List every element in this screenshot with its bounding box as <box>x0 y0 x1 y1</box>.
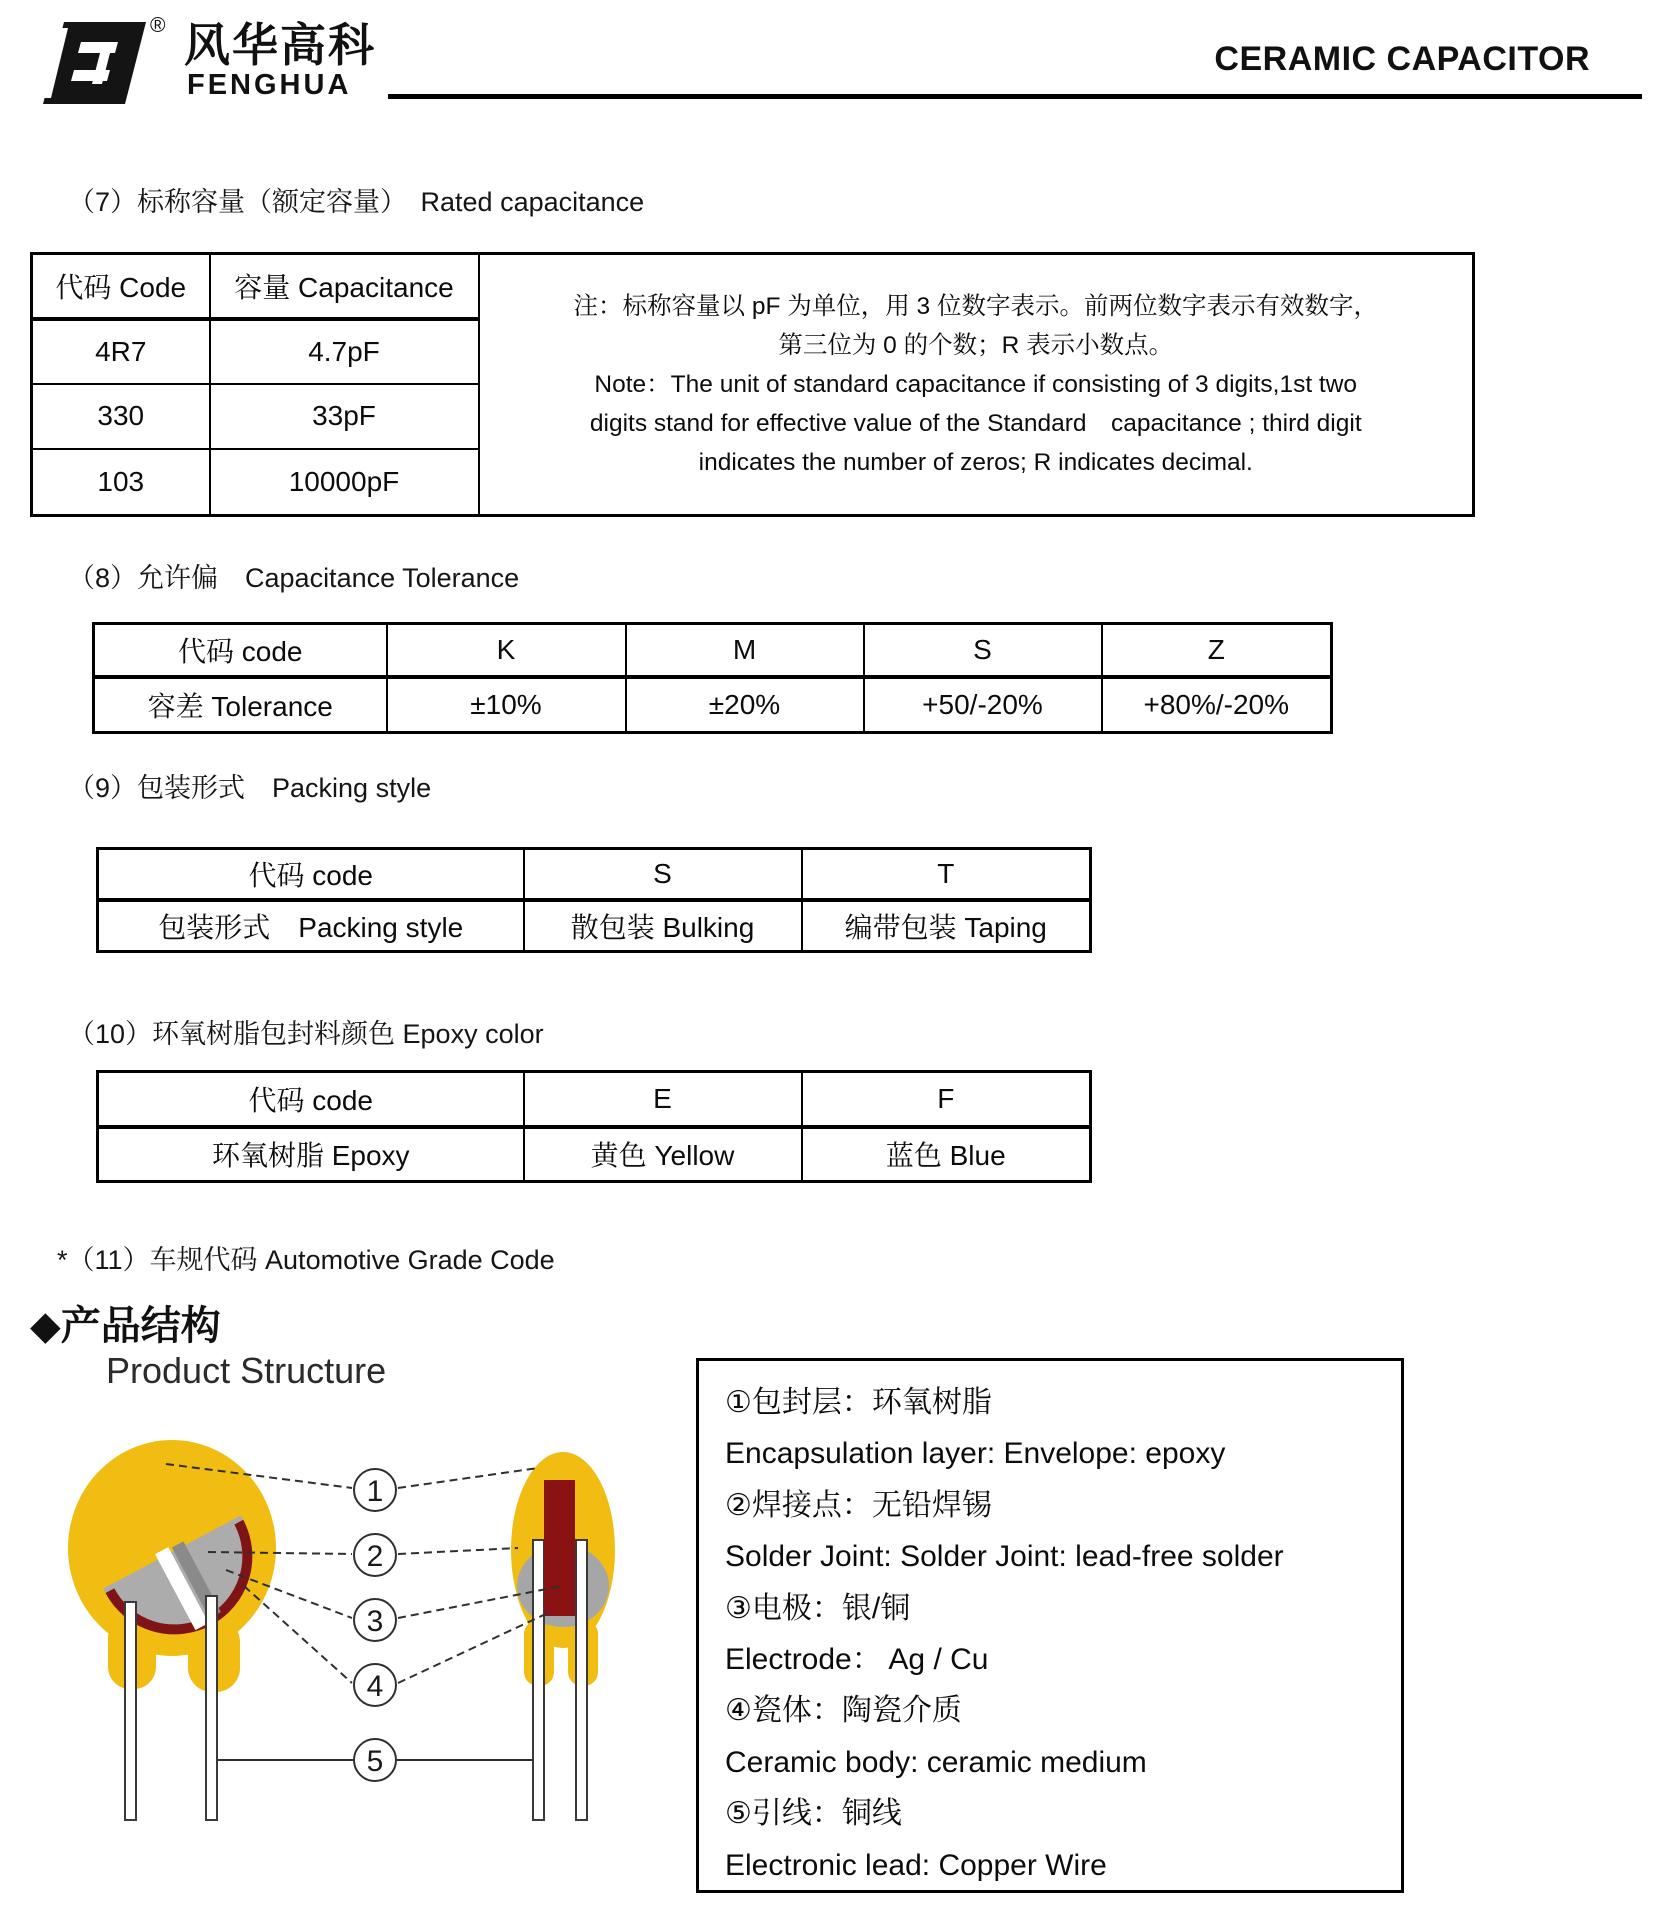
section-9-heading: （9）包装形式 Packing style <box>68 773 432 803</box>
section-7-heading: （7）标称容量（额定容量） Rated capacitance <box>68 187 645 217</box>
packing-taping-cell: 编带包装 Taping <box>802 900 1091 952</box>
tolerance-code-m: M <box>626 624 864 677</box>
registered-trademark-mark: ® <box>150 14 166 37</box>
rated-capacitance-table <box>30 252 1475 517</box>
epoxy-label: 环氧树脂 Epoxy <box>98 1127 524 1182</box>
legend-line: Solder Joint: Solder Joint: lead-free solder <box>725 1540 1284 1574</box>
lead-wire <box>125 1602 136 1820</box>
value-cell: 10000pF <box>210 449 479 516</box>
product-structure-heading-cn: ◆产品结构 <box>30 1304 221 1348</box>
section-11-heading: *（11）车规代码 Automotive Grade Code <box>57 1245 555 1275</box>
header-rule <box>388 94 1642 99</box>
legend-line: Ceramic body: ceramic medium <box>725 1745 1147 1779</box>
packing-bulking-cell: 散包装 Bulking <box>524 900 802 952</box>
packing-style-label: 包装形式 Packing style <box>98 900 524 952</box>
tolerance-label: 容差 Tolerance <box>94 677 387 733</box>
section-8-heading: （8）允许偏 Capacitance Tolerance <box>68 563 520 593</box>
note-line: Note：The unit of standard capacitance if consisting of 3 digits,1st two <box>594 371 1358 398</box>
lead-wire <box>533 1540 544 1820</box>
value-cell: 33pF <box>210 384 479 449</box>
packing-code-s: S <box>524 849 802 900</box>
epoxy-code-label: 代码 code <box>98 1072 524 1127</box>
table-row <box>98 900 1091 952</box>
table-row <box>32 254 1474 319</box>
brand-name-cn: 风华高科 <box>184 19 376 71</box>
callout-4: 4 <box>366 1670 384 1703</box>
legend-line: ⑤引线：铜线 <box>725 1797 902 1831</box>
legend-line: Electronic lead: Copper Wire <box>725 1848 1107 1882</box>
product-structure-heading-en: Product Structure <box>106 1350 387 1391</box>
table-row <box>94 624 1332 677</box>
tolerance-code-z: Z <box>1102 624 1332 677</box>
legend-line: ②焊接点：无铅焊锡 <box>725 1488 992 1522</box>
capacitance-code-header: 代码 Code <box>32 254 210 319</box>
capacitance-value-header: 容量 Capacitance <box>210 254 479 319</box>
lead-wire <box>206 1596 217 1820</box>
table-row <box>94 677 1332 733</box>
tolerance-table <box>92 622 1333 734</box>
legend-line: ①包封层：环氧树脂 <box>725 1386 992 1419</box>
epoxy-blue-cell: 蓝色 Blue <box>802 1127 1091 1182</box>
note-line: indicates the number of zeros; R indicates decimal. <box>698 449 1253 476</box>
structure-legend-box <box>696 1358 1404 1893</box>
callout-3: 3 <box>366 1605 384 1638</box>
code-cell: 103 <box>32 449 210 516</box>
section-10-heading: （10）环氧树脂包封料颜色 Epoxy color <box>68 1019 544 1049</box>
capacitance-note-cell <box>479 254 1474 516</box>
fenghua-logo-icon <box>38 18 150 108</box>
code-cell: 330 <box>32 384 210 449</box>
table-row <box>98 849 1091 900</box>
epoxy-code-f: F <box>802 1072 1091 1127</box>
callout-1: 1 <box>366 1475 384 1508</box>
page-title: CERAMIC CAPACITOR <box>1214 40 1590 78</box>
packing-code-t: T <box>802 849 1091 900</box>
note-line: 注：标称容量以 pF 为单位，用 3 位数字表示。前两位数字表示有效数字， <box>573 293 1378 320</box>
callout-2: 2 <box>366 1540 384 1573</box>
tolerance-code-label: 代码 code <box>94 624 387 677</box>
code-cell: 4R7 <box>32 319 210 384</box>
legend-line: Electrode： Ag / Cu <box>725 1643 989 1677</box>
value-cell: 4.7pF <box>210 319 479 384</box>
epoxy-code-e: E <box>524 1072 802 1127</box>
tolerance-code-k: K <box>387 624 626 677</box>
tolerance-value-k: ±10% <box>387 677 626 733</box>
tolerance-value-z: +80%/-20% <box>1102 677 1332 733</box>
note-line: 第三位为 0 的个数；R 表示小数点。 <box>778 332 1174 359</box>
lead-wire <box>576 1540 587 1820</box>
table-row <box>98 1072 1091 1127</box>
callout-5: 5 <box>366 1745 384 1778</box>
note-line: digits stand for effective value of the Standard capacitance ; third digit <box>589 410 1362 437</box>
callout-badges <box>354 1469 396 1781</box>
packing-style-table <box>96 847 1092 953</box>
tolerance-value-m: ±20% <box>626 677 864 733</box>
tolerance-code-s: S <box>864 624 1102 677</box>
legend-line: ③电极：银/铜 <box>725 1591 911 1625</box>
legend-line: ④瓷体：陶瓷介质 <box>725 1694 962 1728</box>
epoxy-yellow-cell: 黄色 Yellow <box>524 1127 802 1182</box>
electrode-bar <box>544 1480 575 1616</box>
packing-code-label: 代码 code <box>98 849 524 900</box>
table-row <box>98 1127 1091 1182</box>
epoxy-color-table <box>96 1070 1092 1183</box>
capacitor-structure-diagram <box>30 1390 670 1830</box>
legend-line: Encapsulation layer: Envelope: epoxy <box>725 1437 1226 1471</box>
brand-name-en: FENGHUA <box>187 69 352 101</box>
tolerance-value-s: +50/-20% <box>864 677 1102 733</box>
